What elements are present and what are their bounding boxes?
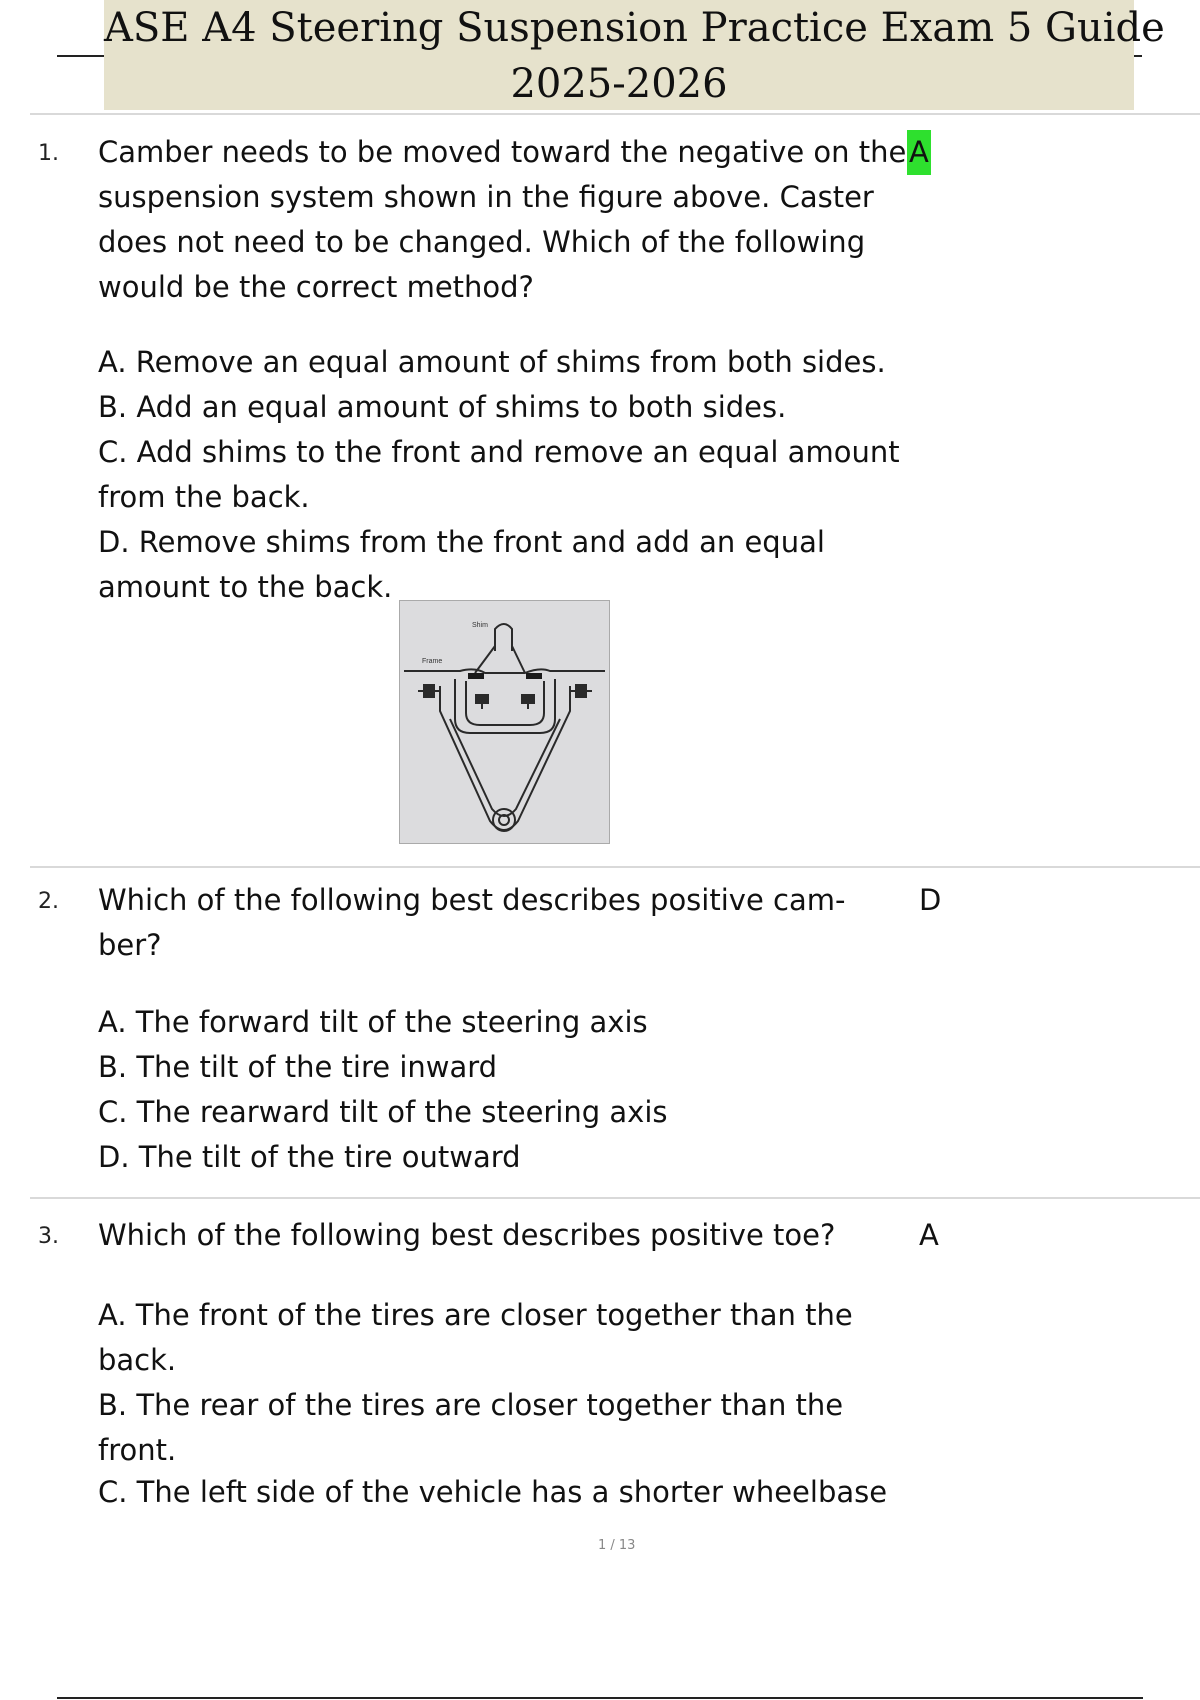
question-text-line: would be the correct method?	[98, 270, 534, 304]
answer-key-highlighted: A	[907, 130, 931, 175]
question-text-line: does not need to be changed. Which of the following	[98, 225, 866, 259]
figure-label-shim: Shim	[472, 622, 488, 629]
suspension-figure	[399, 600, 610, 844]
question-text-line: suspension system shown in the figure above. Caster	[98, 180, 874, 214]
answer-key: A	[919, 1218, 939, 1252]
page-indicator: 1 / 13	[598, 1538, 636, 1553]
title-line-2: 2025-2026	[510, 61, 728, 107]
title-rule-right	[1134, 55, 1142, 57]
answer-option: A. The forward tilt of the steering axis	[98, 1005, 648, 1039]
answer-option: D. The tilt of the tire outward	[98, 1140, 521, 1174]
answer-option-continuation: amount to the back.	[98, 570, 393, 604]
answer-option-continuation: front.	[98, 1433, 177, 1467]
answer-option-continuation: back.	[98, 1343, 177, 1377]
answer-option: B. The rear of the tires are closer together than the	[98, 1388, 844, 1422]
question-number: 3.	[38, 1224, 59, 1249]
answer-option: C. Add shims to the front and remove an equal amount	[98, 435, 900, 469]
title-rule-left	[57, 55, 104, 57]
answer-key: D	[919, 883, 942, 917]
separator	[30, 1197, 1200, 1199]
answer-option: A. The front of the tires are closer together than the	[98, 1298, 853, 1332]
question-text-line: Which of the following best describes positive toe?	[98, 1218, 836, 1252]
title-line-1: ASE A4 Steering Suspension Practice Exam 5 Guide	[104, 5, 1165, 51]
question-number: 1.	[38, 141, 59, 166]
answer-option: D. Remove shims from the front and add an equal	[98, 525, 825, 559]
answer-option: B. The tilt of the tire inward	[98, 1050, 498, 1084]
answer-option: B. Add an equal amount of shims to both sides.	[98, 390, 787, 424]
document-title	[104, 0, 1165, 110]
separator	[30, 866, 1200, 868]
bottom-rule	[57, 1697, 1143, 1699]
answer-option: C. The rearward tilt of the steering axis	[98, 1095, 668, 1129]
answer-option: A. Remove an equal amount of shims from both sides.	[98, 345, 886, 379]
separator	[30, 113, 1200, 115]
question-text-line: ber?	[98, 928, 162, 962]
answer-option: C. The left side of the vehicle has a shorter wheelbase	[98, 1475, 888, 1509]
question-text-line: Which of the following best describes positive cam-	[98, 883, 846, 917]
answer-option-continuation: from the back.	[98, 480, 310, 514]
question-number: 2.	[38, 889, 59, 914]
question-text-line: Camber needs to be moved toward the negative on the	[98, 135, 907, 169]
figure-label-frame: Frame	[422, 658, 443, 665]
